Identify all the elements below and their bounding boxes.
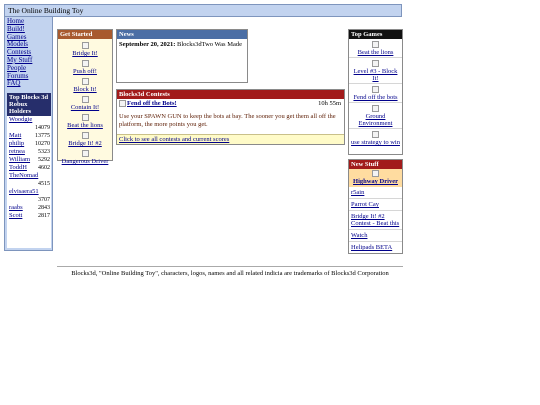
holder-name[interactable]: philip xyxy=(9,140,25,147)
get-started-panel xyxy=(57,29,113,165)
top-game-link[interactable]: Beat the lions xyxy=(357,49,394,56)
holder-row xyxy=(7,116,51,132)
holder-row xyxy=(7,172,51,188)
holder-name[interactable]: TheNomad xyxy=(9,172,39,179)
site-header xyxy=(4,4,402,17)
new-stuff-item[interactable] xyxy=(349,211,402,230)
get-started-item[interactable] xyxy=(58,42,112,57)
new-stuff-featured[interactable] xyxy=(349,169,402,187)
top-game-item[interactable] xyxy=(349,58,402,84)
holder-score: 4515 xyxy=(38,181,50,187)
get-started-link[interactable]: Bridge It! xyxy=(72,50,98,57)
holder-row xyxy=(7,140,51,148)
get-started-link[interactable]: Dangerous Driver xyxy=(61,158,109,165)
new-stuff-link[interactable]: Bridge It! #2 Contest - Beat this xyxy=(351,213,400,227)
new-stuff-item[interactable] xyxy=(349,242,402,253)
holder-name[interactable]: ToddH xyxy=(9,164,27,171)
top-games-title: Top Games xyxy=(349,30,402,39)
holder-name[interactable]: Matt xyxy=(9,132,22,139)
get-started-title: Get Started xyxy=(58,30,112,39)
all-contests-link[interactable]: Click to see all contests and current scores xyxy=(119,136,230,143)
holder-name[interactable]: elvisaera51 xyxy=(9,188,39,195)
get-started-item[interactable] xyxy=(58,150,112,165)
contest-time-left: 10h 55m xyxy=(318,100,341,107)
news-title: News xyxy=(117,30,247,39)
nav-home[interactable]: Home xyxy=(7,17,25,25)
holder-row xyxy=(7,204,51,212)
top-game-link[interactable]: Ground Environment xyxy=(358,113,393,127)
top-game-link[interactable]: Level #3 - Block It! xyxy=(353,68,398,82)
broken-image-icon xyxy=(82,150,89,157)
get-started-link[interactable]: Push off! xyxy=(73,68,97,75)
get-started-item[interactable] xyxy=(58,60,112,75)
get-started-link[interactable]: Beat the lions xyxy=(67,122,103,129)
main-nav xyxy=(5,17,52,88)
new-stuff-item[interactable] xyxy=(349,199,402,211)
new-stuff-title: New Stuff xyxy=(349,160,402,169)
contests-footer xyxy=(117,134,344,144)
holder-name[interactable]: Scott xyxy=(9,212,23,219)
top-game-item[interactable] xyxy=(349,39,402,58)
new-stuff-link[interactable]: r5ain xyxy=(351,189,365,196)
nav-contests[interactable]: Contests xyxy=(7,48,32,57)
broken-image-icon xyxy=(372,105,379,112)
holder-score: 2843 xyxy=(38,205,50,211)
get-started-item[interactable] xyxy=(58,114,112,129)
featured-link[interactable]: Highway Driver xyxy=(353,178,398,185)
new-stuff-panel xyxy=(348,159,403,254)
footer-text: Blocks3d, "Online Building Toy", characters, logos, names and all related indicia are trademarks of Blocks3d Corporation xyxy=(71,270,389,277)
holder-row xyxy=(7,156,51,164)
holder-score: 10270 xyxy=(35,141,50,147)
holders-title: Top Blocks 3d Robux Holders xyxy=(7,93,51,116)
broken-image-icon xyxy=(82,78,89,85)
broken-image-icon xyxy=(119,100,126,107)
news-date: September 20, 2021: xyxy=(119,41,176,48)
broken-image-icon xyxy=(82,114,89,121)
top-game-link[interactable]: Fend off the bots xyxy=(353,94,398,101)
holder-name[interactable]: raabs xyxy=(9,204,23,211)
sidebar xyxy=(4,17,53,251)
get-started-link[interactable]: Bridge It! #2 xyxy=(68,140,102,147)
get-started-item[interactable] xyxy=(58,78,112,93)
top-game-item[interactable] xyxy=(349,129,402,147)
nav-people[interactable]: People xyxy=(7,63,27,72)
holder-score: 3707 xyxy=(38,197,50,203)
news-panel xyxy=(116,29,248,83)
new-stuff-link[interactable]: Parrot Cay xyxy=(351,201,379,208)
nav-forums[interactable]: Forums xyxy=(7,71,29,80)
top-game-item[interactable] xyxy=(349,84,402,103)
news-text: Blocks3dTwo Was Made xyxy=(177,41,242,48)
nav-build[interactable]: Build! xyxy=(7,24,25,33)
holder-name[interactable]: Woodgie xyxy=(9,116,33,123)
broken-image-icon xyxy=(82,96,89,103)
nav-games[interactable]: Games xyxy=(7,32,27,41)
contest-description: Use your SPAWN GUN to keep the bots at bay. The sooner you get them all off the platform, the more points you get. xyxy=(117,111,344,130)
holder-name[interactable]: retnea xyxy=(9,148,25,155)
site-title: The Online Building Toy xyxy=(8,6,84,15)
holder-score: 13775 xyxy=(35,133,50,139)
top-game-link[interactable]: use strategy to win xyxy=(351,139,400,146)
holder-row xyxy=(7,212,51,220)
broken-image-icon xyxy=(372,131,379,138)
top-games-panel xyxy=(348,29,403,155)
contests-title: Blocks3d Contests xyxy=(117,90,344,99)
broken-image-icon xyxy=(82,42,89,49)
get-started-item[interactable] xyxy=(58,96,112,111)
holder-score: 14079 xyxy=(35,125,50,131)
contest-row xyxy=(117,99,344,111)
get-started-link[interactable]: Contain It! xyxy=(70,104,100,111)
top-game-item[interactable] xyxy=(349,103,402,129)
news-entry xyxy=(117,39,247,51)
top-robux-holders xyxy=(7,93,51,248)
get-started-link[interactable]: Block It! xyxy=(73,86,97,93)
nav-faq[interactable]: FAQ xyxy=(7,79,21,88)
new-stuff-link[interactable]: Helipads BETA xyxy=(351,244,393,251)
broken-image-icon xyxy=(372,41,379,48)
broken-image-icon xyxy=(372,86,379,93)
holder-row xyxy=(7,164,51,172)
new-stuff-item[interactable] xyxy=(349,230,402,242)
holder-score: 2817 xyxy=(38,213,50,219)
nav-my-stuff[interactable]: My Stuff xyxy=(7,55,33,64)
broken-image-icon xyxy=(82,60,89,67)
get-started-item[interactable] xyxy=(58,132,112,147)
broken-image-icon xyxy=(372,170,379,177)
holder-score: 5292 xyxy=(38,157,50,163)
broken-image-icon xyxy=(372,60,379,67)
holder-score: 5323 xyxy=(38,149,50,155)
holder-score: 4602 xyxy=(38,165,50,171)
new-stuff-link[interactable]: Watch xyxy=(351,232,368,239)
footer-divider xyxy=(57,266,403,267)
holder-name[interactable]: William xyxy=(9,156,31,163)
contest-link[interactable]: Fend off the Bots! xyxy=(127,100,177,107)
broken-image-icon xyxy=(82,132,89,139)
nav-models[interactable]: Models xyxy=(7,40,28,49)
holder-row xyxy=(7,132,51,140)
contests-panel xyxy=(116,89,345,145)
holder-row xyxy=(7,148,51,156)
holder-row xyxy=(7,188,51,204)
new-stuff-item[interactable] xyxy=(349,187,402,199)
